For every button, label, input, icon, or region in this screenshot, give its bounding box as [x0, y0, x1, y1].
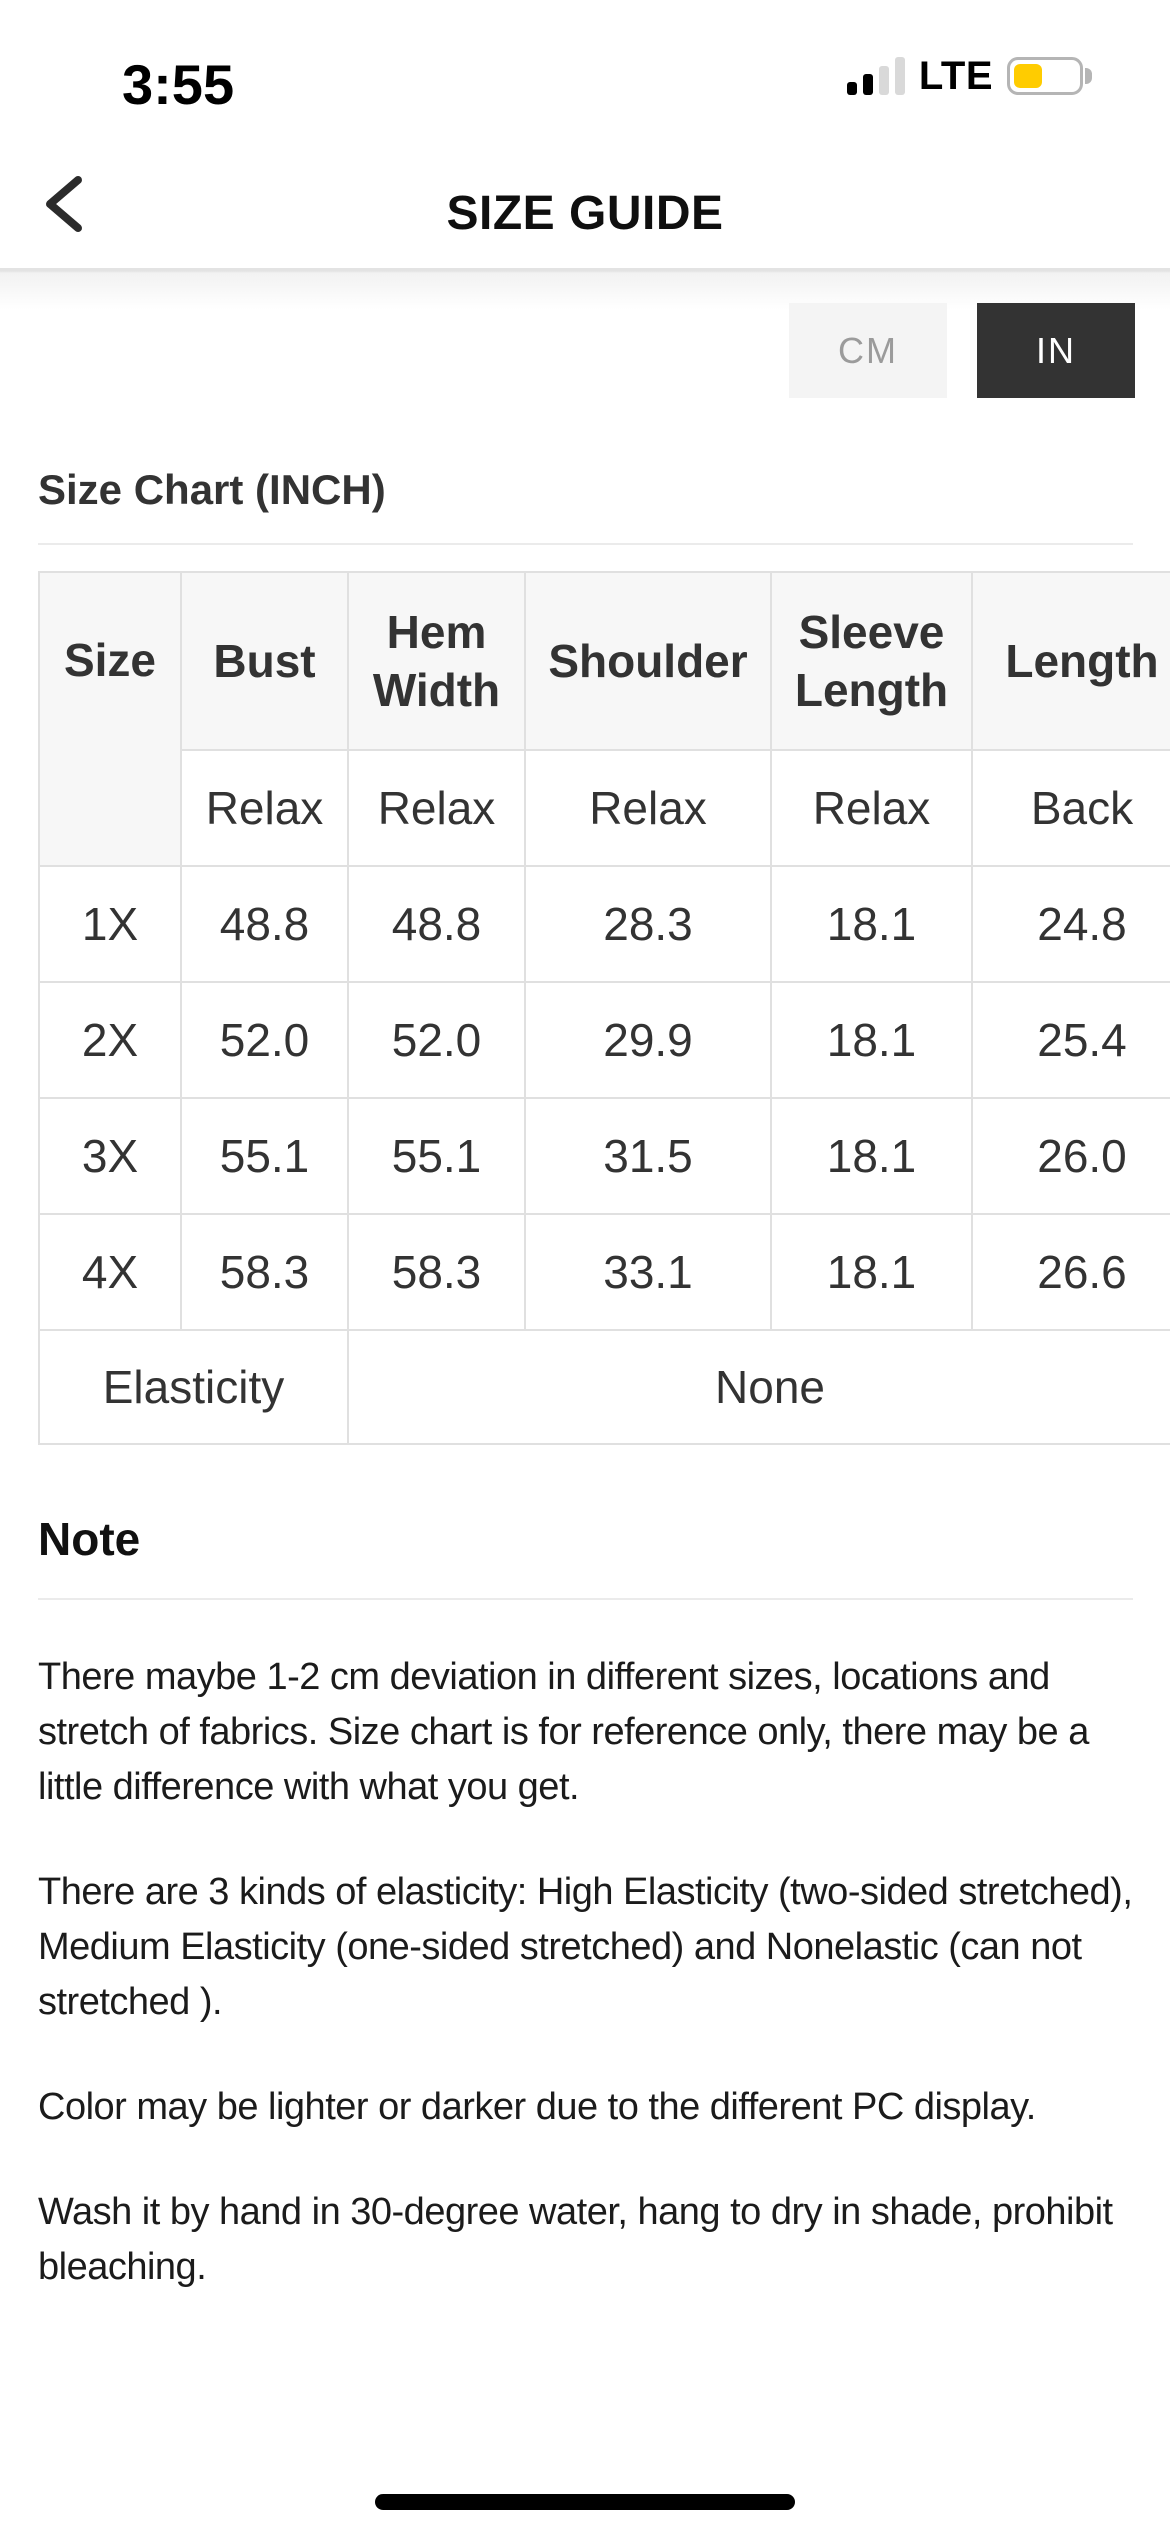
table-row [39, 1214, 1170, 1330]
col-header-sleeve-length: Sleeve Length [771, 572, 972, 750]
note-heading: Note [38, 1513, 141, 1565]
value-cell: 33.1 [525, 1214, 771, 1330]
table-row [39, 1098, 1170, 1214]
page-title: SIZE GUIDE [446, 187, 724, 240]
elasticity-label: Elasticity [39, 1330, 348, 1444]
note-paragraph: There are 3 kinds of elasticity: High Elasticity (two-sided stretched), Medium Elasticity (one-sided stretched) and Nonelastic (can not stretched ). [38, 1871, 1133, 2023]
value-cell: 52.0 [348, 982, 525, 1098]
note-paragraph: Color may be lighter or darker due to the different PC display. [38, 2086, 1036, 2128]
fit-cell: Relax [771, 750, 972, 866]
size-table-scroll-area[interactable] [38, 571, 1170, 1445]
value-cell: 58.3 [348, 1214, 525, 1330]
value-cell: 28.3 [525, 866, 771, 982]
table-elasticity-row [39, 1330, 1170, 1444]
cellular-signal-icon [847, 57, 905, 95]
col-header-shoulder: Shoulder [525, 572, 771, 750]
fit-cell: Relax [525, 750, 771, 866]
note-divider [38, 1598, 1133, 1600]
size-cell: 1X [39, 866, 181, 982]
value-cell: 29.9 [525, 982, 771, 1098]
col-header-hem-width: Hem Width [348, 572, 525, 750]
value-cell: 55.1 [181, 1098, 348, 1214]
heading-divider [38, 543, 1133, 545]
value-cell: 55.1 [348, 1098, 525, 1214]
network-type-label: LTE [918, 53, 993, 98]
value-cell: 18.1 [771, 1214, 972, 1330]
fit-cell: Relax [181, 750, 348, 866]
table-fit-row [39, 750, 1170, 866]
battery-fill [1014, 64, 1042, 88]
status-time: 3:55 [122, 53, 235, 116]
value-cell: 26.6 [972, 1214, 1170, 1330]
value-cell: 25.4 [972, 982, 1170, 1098]
value-cell: 18.1 [771, 1098, 972, 1214]
unit-toggle-in[interactable]: IN [977, 303, 1135, 398]
col-header-length: Length [972, 572, 1170, 750]
value-cell: 24.8 [972, 866, 1170, 982]
battery-icon [1007, 57, 1092, 95]
value-cell: 26.0 [972, 1098, 1170, 1214]
col-header-bust: Bust [181, 572, 348, 750]
value-cell: 48.8 [181, 866, 348, 982]
col-header-size: Size [39, 572, 181, 866]
size-chart-heading: Size Chart (INCH) [38, 466, 386, 513]
note-paragraph: There maybe 1-2 cm deviation in different sizes, locations and stretch of fabrics. Size chart is for reference only, there may be a little difference with what you get. [38, 1656, 1089, 1808]
size-cell: 2X [39, 982, 181, 1098]
fit-cell: Back [972, 750, 1170, 866]
unit-toggle-cm[interactable]: CM [789, 303, 947, 398]
elasticity-value: None [348, 1330, 1170, 1444]
value-cell: 31.5 [525, 1098, 771, 1214]
home-indicator[interactable] [375, 2494, 795, 2510]
note-paragraph: Wash it by hand in 30-degree water, hang to dry in shade, prohibit bleaching. [38, 2191, 1113, 2288]
size-cell: 3X [39, 1098, 181, 1214]
value-cell: 58.3 [181, 1214, 348, 1330]
note-body [38, 1650, 1138, 2345]
status-icons [847, 54, 1092, 98]
size-cell: 4X [39, 1214, 181, 1330]
size-table [38, 571, 1170, 1445]
value-cell: 52.0 [181, 982, 348, 1098]
value-cell: 18.1 [771, 982, 972, 1098]
table-row [39, 982, 1170, 1098]
value-cell: 18.1 [771, 866, 972, 982]
table-row [39, 866, 1170, 982]
table-header-row [39, 572, 1170, 750]
value-cell: 48.8 [348, 866, 525, 982]
fit-cell: Relax [348, 750, 525, 866]
